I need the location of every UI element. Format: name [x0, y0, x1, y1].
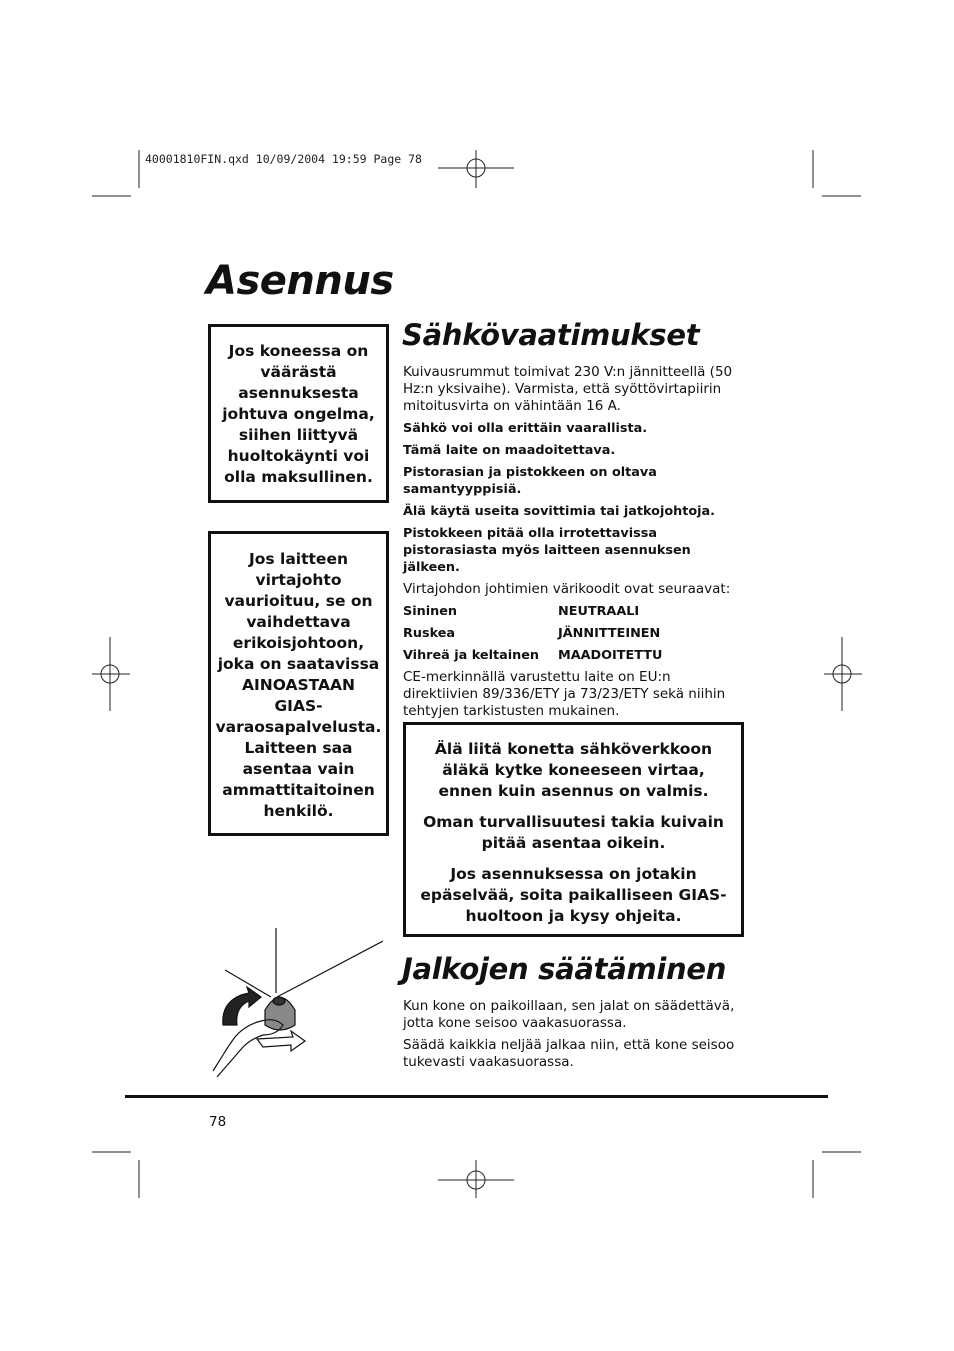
- page-title: Asennus: [206, 258, 394, 304]
- sidebar-note-incorrect-installation: Jos koneessa on väärästä asennuksesta johtuva ongelma, siihen liittyvä huoltokäynti voi olla maksullinen.: [208, 324, 389, 503]
- electrical-earth: Tämä laite on maadoitettava.: [403, 443, 616, 458]
- electrical-socket: Pistorasian ja pistokkeen on oltava samantyyppisiä.: [403, 465, 657, 497]
- electrical-plug: Pistokkeen pitää olla irrotettavissa pistorasiasta myös laitteen asennuksen jälkeen.: [403, 526, 691, 575]
- table-row: Ruskea JÄNNITTEINEN: [403, 626, 661, 641]
- ce-conformity-text: CE-merkinnällä varustettu laite on EU:n direktiivien 89/336/ETY ja 73/23/ETY sekä niihin tehtyjen tarkistusten mukainen.: [403, 669, 726, 719]
- section-heading-electrical: Sähkövaatimukset: [402, 318, 700, 352]
- table-row: Vihreä ja keltainen MAADOITETTU: [403, 648, 663, 663]
- sidebar-note-power-cord: Jos laitteen virtajohto vaurioituu, se on vaihdettava erikoisjohtoon, joka on saatavissa AINOASTAAN GIAS- varaosapalvelusta. Laitteen saa asentaa vain ammattitaitoinen henkilö.: [208, 531, 389, 836]
- electrical-danger: Sähkö voi olla erittäin vaarallista.: [403, 421, 648, 436]
- color-code-table: [403, 603, 703, 664]
- color-code-intro: Virtajohdon johtimien värikoodit ovat seuraavat:: [403, 581, 731, 597]
- feet-section-text: [403, 998, 748, 1076]
- feet-paragraph-1: Kun kone on paikoillaan, sen jalat on säädettävä, jotta kone seisoo vaakasuorassa.: [403, 998, 735, 1031]
- print-slug: 40001810FIN.qxd 10/09/2004 19:59 Page 78: [145, 152, 422, 166]
- section-heading-feet: Jalkojen säätäminen: [402, 952, 727, 986]
- installation-warning-box: Älä liitä konetta sähköverkkoon äläkä kytke koneeseen virtaa, ennen kuin asennus on valmis. Oman turvallisuutesi takia kuivain pitää asentaa oikein. Jos asennuksessa on jotakin epäselvää, soita paikalliseen GIAS-huoltoon ja kysy ohjeita.: [403, 722, 744, 937]
- footer-rule: [125, 1095, 828, 1098]
- feet-paragraph-2: Säädä kaikkia neljää jalkaa niin, että kone seisoo tukevasti vaakasuorassa.: [403, 1037, 735, 1070]
- page-number: 78: [209, 1114, 227, 1130]
- electrical-section-text: [403, 364, 748, 725]
- electrical-adapters: Älä käytä useita sovittimia tai jatkojohtoja.: [403, 504, 716, 519]
- foot-adjustment-illustration: [205, 925, 390, 1085]
- table-row: Sininen NEUTRAALI: [403, 604, 640, 619]
- electrical-intro: Kuivausrummut toimivat 230 V:n jännitteellä (50 Hz:n yksivaihe). Varmista, että syöttövirtapiirin mitoitusvirta on vähintään 16 A.: [403, 364, 733, 414]
